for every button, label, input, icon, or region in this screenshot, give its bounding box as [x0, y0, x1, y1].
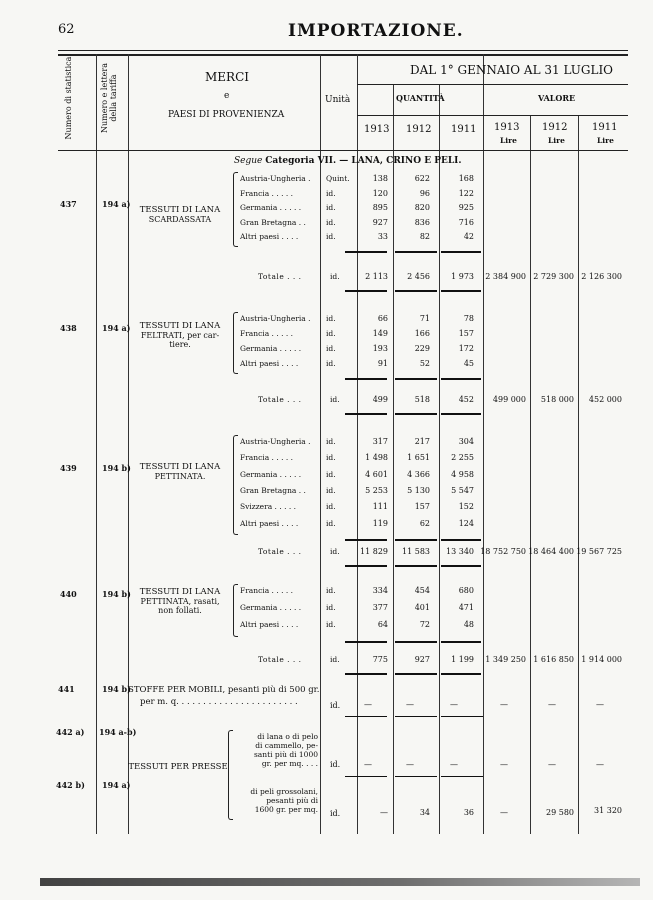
country-name: Altri paesi . . . .: [240, 232, 299, 241]
sub-a-line: di cammello, pe-: [255, 741, 318, 750]
country-name: Svizzera . . . . .: [240, 502, 297, 512]
description-line: FELTRATI, per car-: [140, 331, 220, 340]
item441-v1912: —: [548, 700, 556, 709]
description-line: TESSUTI DI LANA: [139, 321, 221, 331]
tariff-number: 194 a): [102, 323, 131, 333]
total-rule: [345, 251, 387, 253]
total-rule: [441, 539, 481, 541]
quantity-cell: 927: [372, 217, 388, 227]
quantity-cell: 229: [414, 344, 430, 353]
quantity-cell: 33: [377, 232, 388, 241]
country-name: Germania . . . . .: [240, 469, 302, 479]
total-quantity: 11 829: [360, 547, 388, 556]
item442-desc: TESSUTI PER PRESSE: [128, 762, 228, 772]
country-name: Germania . . . . .: [240, 203, 302, 212]
item442b-unit: id.: [330, 809, 341, 818]
row-rule: [395, 716, 437, 717]
quantity-cell: 124: [458, 518, 474, 528]
item442a-v1912: —: [548, 760, 556, 769]
quantity-cell: 122: [458, 188, 474, 198]
sub-a-line: gr. per mq. . . .: [261, 759, 318, 768]
valore-header: VALORE: [538, 93, 576, 103]
stat-number: 439: [60, 463, 77, 473]
row-rule: [441, 716, 483, 717]
item442-sub-a: [234, 732, 318, 768]
year-q-1911: 1911: [451, 124, 477, 135]
item441-unit: id.: [330, 701, 341, 710]
row-rule: [345, 776, 387, 777]
unita-header: Unità: [325, 95, 351, 105]
country-name: Germania . . . . .: [240, 603, 302, 612]
total-value: 518 000: [540, 395, 574, 404]
description-line: non follati.: [158, 606, 202, 615]
quantity-cell: 471: [458, 603, 474, 612]
quantity-cell: 91: [377, 359, 388, 368]
item442-sub-b: [234, 787, 318, 814]
quantity-cell: 4 366: [407, 469, 430, 479]
unit-cell: id.: [326, 217, 336, 227]
quantity-cell: 168: [458, 174, 474, 183]
unit-cell: id.: [326, 329, 336, 338]
scan-edge: [40, 878, 640, 886]
unit-cell: id.: [326, 502, 336, 512]
total-rule: [441, 251, 481, 253]
quantity-cell: 4 601: [365, 469, 388, 479]
quantity-cell: 836: [414, 217, 430, 227]
quantity-cell: 217: [414, 437, 430, 446]
product-description: [128, 206, 232, 224]
quantity-cell: 166: [414, 329, 430, 338]
quantity-cell: 622: [414, 174, 430, 183]
total-unit: id.: [330, 655, 340, 664]
quantity-cell: 401: [414, 603, 430, 612]
sub-b-line: di peli grossolani,: [250, 787, 318, 796]
quantity-cell: 680: [458, 586, 474, 595]
quantity-cell: 1 498: [365, 453, 388, 463]
country-name: Altri paesi . . . .: [240, 620, 299, 629]
description-line: PETTINATA.: [154, 472, 206, 481]
quantity-cell: 895: [372, 203, 388, 212]
merci-header: MERCI: [205, 70, 250, 84]
total-value: 18 464 400: [528, 547, 574, 556]
item441-q1911: —: [450, 700, 458, 709]
tariff-442a: 194 a-b): [99, 727, 137, 737]
unit-cell: id.: [326, 359, 336, 368]
total-label: Totale . . .: [258, 395, 302, 404]
tariff-number: 194 b): [102, 463, 131, 473]
quantity-cell: 111: [372, 502, 388, 512]
tariff-number: 194 b): [102, 589, 131, 599]
country-name: Francia . . . . .: [240, 188, 294, 198]
total-rule: [395, 641, 437, 643]
quantity-cell: 820: [414, 203, 430, 212]
stat-442a: 442 a): [56, 727, 85, 737]
total-value: 452 000: [588, 395, 622, 404]
year-v-1912: 1912: [542, 122, 568, 133]
total-unit: id.: [330, 272, 340, 281]
item441-line1: STOFFE PER MOBILI, pesanti più di 500 gr.: [128, 685, 320, 695]
quantity-cell: 925: [458, 203, 474, 212]
col-stat-header: Numero di statistica: [64, 56, 73, 140]
category-line: [234, 156, 462, 166]
year-q-1913: 1913: [364, 124, 390, 135]
lire-1913: Lire: [500, 136, 517, 145]
total-label: Totale . . .: [258, 655, 302, 664]
tariff-442b: 194 a): [102, 780, 131, 790]
item442b-v1912: 29 580: [546, 808, 574, 817]
total-rule: [441, 641, 481, 643]
stat-441: 441: [58, 684, 75, 694]
total-label: Totale . . .: [258, 272, 302, 281]
item442a-v1913: —: [500, 760, 508, 769]
row-rule: [345, 716, 387, 717]
quantity-cell: 317: [372, 437, 388, 446]
row-brace: [233, 172, 238, 247]
paesi-header: PAESI DI PROVENIENZA: [168, 110, 285, 120]
unit-cell: id.: [326, 203, 336, 212]
quantity-cell: 5 130: [407, 485, 430, 495]
stat-number: 438: [60, 323, 77, 333]
total-underline: [441, 413, 481, 415]
description-line: tiere.: [169, 340, 191, 349]
sub-a-line: santi più di 1000: [253, 750, 318, 759]
total-rule: [345, 539, 387, 541]
total-underline: [441, 565, 481, 567]
total-value: 18 752 750: [480, 547, 526, 556]
total-value: 1 349 250: [485, 655, 526, 664]
total-value: 2 126 300: [581, 272, 622, 281]
quantity-cell: 48: [463, 620, 474, 629]
quantity-cell: 334: [372, 586, 388, 595]
total-rule: [345, 378, 387, 380]
category-label: Categoria VII. — LANA, CRINO E PELI.: [265, 156, 462, 166]
product-description: [128, 463, 232, 481]
unit-cell: id.: [326, 437, 336, 446]
total-unit: id.: [330, 395, 340, 404]
quantita-header: QUANTITÀ: [396, 93, 445, 103]
total-rule: [345, 641, 387, 643]
total-rule: [395, 378, 437, 380]
total-quantity: 1 199: [451, 655, 474, 664]
quantity-cell: 454: [414, 586, 430, 595]
item442b-v1911: 31 320: [594, 806, 622, 815]
item442a-q1913: —: [364, 760, 372, 769]
quantity-cell: 2 255: [451, 453, 474, 463]
total-value: 19 567 725: [576, 547, 622, 556]
quantity-cell: 1 651: [407, 453, 430, 463]
total-value: 2 384 900: [485, 272, 526, 281]
stat-number: 437: [60, 199, 77, 209]
total-quantity: 2 456: [407, 272, 430, 281]
quantity-cell: 157: [458, 329, 474, 338]
year-v-1911: 1911: [592, 122, 618, 133]
stat-442b: 442 b): [56, 780, 85, 790]
product-description: [128, 588, 232, 615]
quantity-cell: 149: [372, 329, 388, 338]
unit-cell: id.: [326, 188, 336, 198]
total-rule: [441, 378, 481, 380]
quantity-cell: 4 958: [451, 469, 474, 479]
lire-1912: Lire: [548, 136, 565, 145]
product-description: [128, 322, 232, 349]
year-v-1913: 1913: [494, 122, 520, 133]
total-underline: [395, 413, 437, 415]
unit-cell: id.: [326, 344, 336, 353]
item442a-unit: id.: [330, 760, 341, 769]
unit-cell: id.: [326, 314, 336, 323]
description-line: TESSUTI DI LANA: [139, 587, 221, 597]
unit-cell: id.: [326, 453, 336, 463]
description-line: SCARDASSATA: [148, 215, 212, 224]
quantity-cell: 152: [458, 502, 474, 512]
description-line: TESSUTI DI LANA: [139, 462, 221, 472]
total-value: 1 914 000: [581, 655, 622, 664]
row-brace: [233, 312, 238, 374]
total-value: 499 000: [492, 395, 526, 404]
segue-label: Segue: [234, 156, 263, 166]
total-quantity: 11 583: [402, 547, 430, 556]
total-underline: [345, 290, 387, 292]
unit-cell: Quint.: [326, 174, 350, 183]
row-rule: [441, 776, 483, 777]
page-title: IMPORTAZIONE.: [288, 21, 464, 41]
total-quantity: 1 973: [451, 272, 474, 281]
e-header: e: [224, 91, 230, 101]
total-quantity: 775: [372, 655, 388, 664]
quantity-cell: 716: [458, 217, 474, 227]
quantity-cell: 96: [419, 188, 430, 198]
unit-cell: id.: [326, 485, 336, 495]
total-quantity: 499: [372, 395, 388, 404]
total-underline: [345, 673, 387, 675]
quantity-cell: 62: [419, 518, 430, 528]
item442a-q1911: —: [450, 760, 458, 769]
unit-cell: id.: [326, 232, 336, 241]
quantity-cell: 304: [458, 437, 474, 446]
country-name: Francia . . . . .: [240, 453, 294, 463]
country-name: Francia . . . . .: [240, 329, 294, 338]
total-rule: [395, 251, 437, 253]
year-q-1912: 1912: [406, 124, 432, 135]
quantity-cell: 71: [419, 314, 430, 323]
row-brace: [233, 435, 238, 535]
quantity-cell: 138: [372, 174, 388, 183]
total-quantity: 927: [414, 655, 430, 664]
total-value: 1 616 850: [533, 655, 574, 664]
quantity-cell: 82: [419, 232, 430, 241]
sub-b-line: pesanti più di: [266, 796, 318, 805]
quantity-cell: 5 547: [451, 485, 474, 495]
quantity-cell: 157: [414, 502, 430, 512]
item442b-q1912: 34: [419, 808, 430, 817]
item442b-q1911: 36: [463, 808, 474, 817]
unit-cell: id.: [326, 603, 336, 612]
total-underline: [395, 673, 437, 675]
item441-q1913: —: [364, 700, 372, 709]
unit-cell: id.: [326, 469, 336, 479]
item442a-q1912: —: [406, 760, 414, 769]
tariff-441: 194 b): [102, 684, 131, 694]
quantity-cell: 193: [372, 344, 388, 353]
quantity-cell: 5 253: [365, 485, 388, 495]
item441-line2: per m. q. . . . . . . . . . . . . . . . . . . . . . .: [140, 697, 298, 707]
sub-a-line: di lana o di pelo: [257, 732, 318, 741]
total-quantity: 452: [458, 395, 474, 404]
country-name: Austria-Ungheria .: [240, 174, 311, 183]
item441-v1913: —: [500, 700, 508, 709]
unit-cell: id.: [326, 586, 336, 595]
total-underline: [345, 413, 387, 415]
item441-v1911: —: [596, 700, 604, 709]
quantity-cell: 64: [377, 620, 388, 629]
total-underline: [345, 565, 387, 567]
country-name: Francia . . . . .: [240, 586, 294, 595]
country-name: Germania . . . . .: [240, 344, 302, 353]
unit-cell: id.: [326, 518, 336, 528]
row-brace: [233, 584, 238, 637]
total-value: 2 729 300: [533, 272, 574, 281]
total-underline: [395, 290, 437, 292]
total-quantity: 518: [414, 395, 430, 404]
item442b-q1913: —: [380, 808, 388, 817]
stat-number: 440: [60, 589, 77, 599]
quantity-cell: 66: [377, 314, 388, 323]
total-quantity: 2 113: [365, 272, 388, 281]
country-name: Gran Bretagna . .: [240, 485, 306, 495]
description-line: PETTINATA, rasati,: [140, 597, 220, 606]
quantity-cell: 45: [463, 359, 474, 368]
total-quantity: 13 340: [446, 547, 474, 556]
country-name: Austria-Ungheria .: [240, 437, 311, 446]
quantity-cell: 120: [372, 188, 388, 198]
quantity-cell: 72: [419, 620, 430, 629]
quantity-cell: 377: [372, 603, 388, 612]
country-name: Altri paesi . . . .: [240, 518, 299, 528]
row-rule: [395, 776, 437, 777]
col-tariff-header: Numero e lettera della tariffa: [100, 63, 118, 133]
total-underline: [395, 565, 437, 567]
unit-cell: id.: [326, 620, 336, 629]
quantity-cell: 78: [463, 314, 474, 323]
tariff-number: 194 a): [102, 199, 131, 209]
page-number: 62: [58, 22, 75, 37]
sub-b-line: 1600 gr. per mq.: [254, 805, 318, 814]
total-underline: [441, 673, 481, 675]
quantity-cell: 119: [372, 518, 388, 528]
total-unit: id.: [330, 547, 340, 556]
quantity-cell: 52: [419, 359, 430, 368]
country-name: Gran Bretagna . .: [240, 217, 306, 227]
period-header: DAL 1° GENNAIO AL 31 LUGLIO: [410, 63, 614, 77]
total-rule: [395, 539, 437, 541]
description-line: TESSUTI DI LANA: [139, 205, 221, 215]
item441-q1912: —: [406, 700, 414, 709]
quantity-cell: 42: [463, 232, 474, 241]
country-name: Austria-Ungheria .: [240, 314, 311, 323]
total-label: Totale . . .: [258, 547, 302, 556]
lire-1911: Lire: [597, 136, 614, 145]
country-name: Altri paesi . . . .: [240, 359, 299, 368]
item442b-v1913: —: [500, 808, 508, 817]
item442a-v1911: —: [596, 760, 604, 769]
quantity-cell: 172: [458, 344, 474, 353]
total-underline: [441, 290, 481, 292]
